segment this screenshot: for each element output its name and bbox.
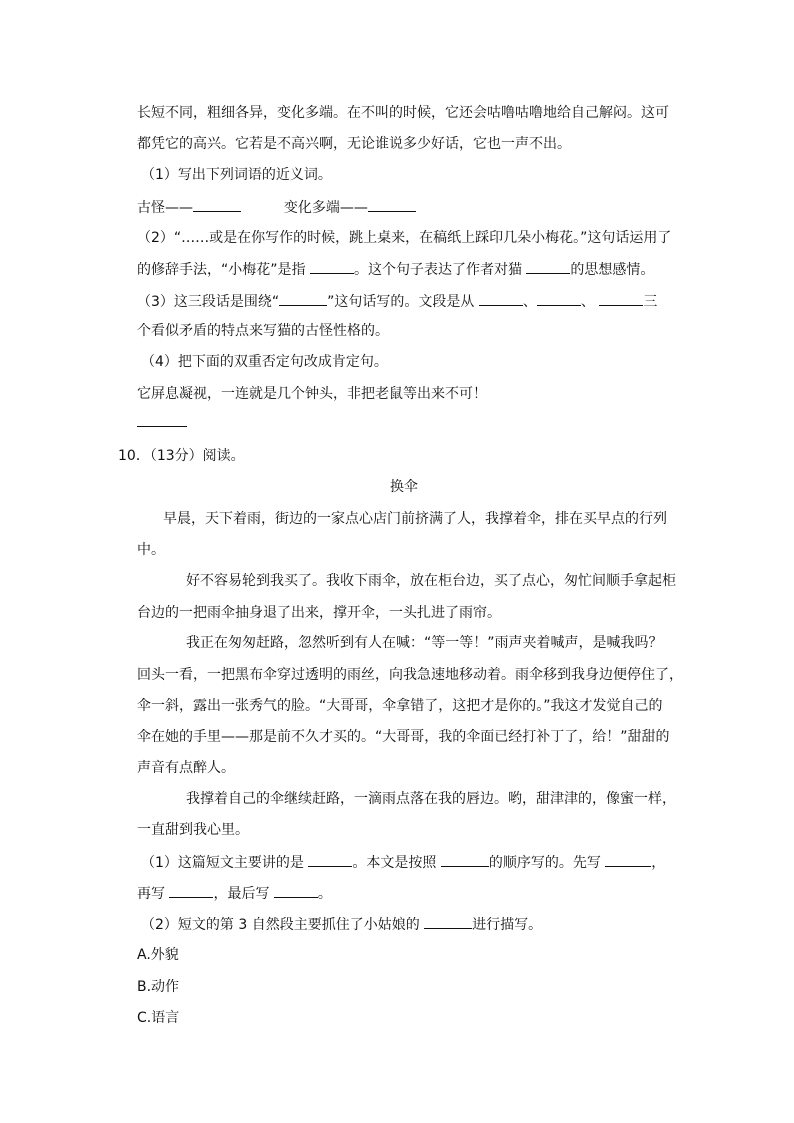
answer-blank[interactable] bbox=[279, 291, 327, 306]
answer-blank[interactable] bbox=[599, 291, 643, 306]
paragraph-3-line: 伞在她的手里——那是前不久才买的。“大哥哥，我的伞面已经打补丁了，给！”甜甜的 bbox=[137, 729, 670, 745]
subquestion-1-line bbox=[141, 852, 665, 873]
question-2-text: 的修辞手法，“小梅花”是指 bbox=[137, 262, 306, 278]
paragraph-3-line: 声音有点醉人。 bbox=[137, 760, 235, 776]
passage-line: 长短不同，粗细各异，变化多端。在不叫的时候，它还会咕噜咕噜地给自己解闷。这可 bbox=[137, 105, 669, 121]
option-c[interactable]: C.语言 bbox=[137, 1010, 180, 1026]
answer-blank[interactable] bbox=[424, 914, 472, 929]
question-2-line: （2）“……或是在你写作的时候，跳上桌来，在稿纸上踩印几朵小梅花。”这句话运用了 bbox=[137, 230, 672, 246]
question-4-sentence: 它屏息凝视，一连就是几个钟头，非把老鼠等出来不可！ bbox=[137, 386, 487, 402]
question-3-text: （3）这三段话是围绕“ bbox=[137, 294, 280, 310]
question-2-text: 的思想感情。 bbox=[570, 262, 655, 278]
question-4-answer-line bbox=[137, 412, 187, 433]
subquestion-1-text: 再写 bbox=[137, 886, 165, 902]
question-1-items bbox=[137, 197, 416, 218]
subquestion-1-text: 。 bbox=[317, 886, 332, 902]
answer-blank[interactable] bbox=[308, 852, 352, 867]
paragraph-2-line: 台边的一把雨伞抽身退了出来，撑开伞，一头扎进了雨帘。 bbox=[137, 605, 501, 621]
answer-blank[interactable] bbox=[605, 852, 651, 867]
answer-blank[interactable] bbox=[169, 883, 213, 898]
answer-blank[interactable] bbox=[310, 259, 354, 274]
answer-blank[interactable] bbox=[137, 412, 187, 427]
question-3-text: 、 bbox=[580, 294, 595, 310]
option-a[interactable]: A.外貌 bbox=[137, 947, 179, 963]
item-a-label: 古怪—— bbox=[137, 200, 193, 216]
answer-blank[interactable] bbox=[368, 197, 416, 212]
subquestion-2-text: （2）短文的第 3 自然段主要抓住了小姑娘的 bbox=[141, 917, 420, 933]
question-1-prompt: （1）写出下列词语的近义词。 bbox=[141, 167, 332, 183]
option-b[interactable]: B.动作 bbox=[137, 979, 180, 995]
paragraph-3-line: 回头一看，一把黑布伞穿过透明的雨丝，向我急速地移动着。雨伞移到我身边便停住了， bbox=[137, 667, 683, 683]
answer-blank[interactable] bbox=[193, 197, 241, 212]
answer-blank[interactable] bbox=[526, 259, 570, 274]
question-3-line bbox=[137, 291, 657, 312]
answer-blank[interactable] bbox=[537, 291, 581, 306]
passage-title: 换伞 bbox=[390, 479, 418, 495]
subquestion-1-text: ， bbox=[651, 855, 666, 871]
subquestion-2-text: 进行描写。 bbox=[472, 917, 543, 933]
question-10-header: 10．（13分）阅读。 bbox=[118, 448, 245, 464]
paragraph-3-line: 伞一斜，露出一张秀气的脸。“大哥哥，伞拿错了，这把才是你的。”我这才发觉自己的 bbox=[137, 698, 663, 714]
answer-blank[interactable] bbox=[441, 852, 489, 867]
paragraph-1-line: 中。 bbox=[137, 542, 165, 558]
subquestion-1-text: 的顺序写的。先写 bbox=[488, 855, 601, 871]
subquestion-1-text: ，最后写 bbox=[213, 886, 270, 902]
paragraph-3-line: 我正在匆匆赶路，忽然听到有人在喊：“等一等！”雨声夹着喊声，是喊我吗？ bbox=[186, 635, 663, 651]
question-3-text: ”这句话写的。文段是从 bbox=[327, 294, 475, 310]
answer-blank[interactable] bbox=[479, 291, 523, 306]
subquestion-2-line bbox=[141, 914, 542, 935]
question-2-line bbox=[137, 259, 654, 280]
passage-line: 都凭它的高兴。它若是不高兴啊，无论谁说多少好话，它也一声不出。 bbox=[137, 136, 571, 152]
question-3-line: 个看似矛盾的特点来写猫的古怪性格的。 bbox=[137, 323, 389, 339]
question-3-text: 三 bbox=[643, 294, 658, 310]
paragraph-4-line: 我撑着自己的伞继续赶路，一滴雨点落在我的唇边。哟，甜津津的，像蜜一样， bbox=[186, 791, 676, 807]
paragraph-1-line: 早晨，天下着雨，街边的一家点心店门前挤满了人，我撑着伞，排在买早点的行列 bbox=[163, 511, 667, 527]
subquestion-1-text: （1）这篇短文主要讲的是 bbox=[141, 855, 304, 871]
item-b-label: 变化多端—— bbox=[283, 200, 368, 216]
question-3-text: 、 bbox=[522, 294, 537, 310]
subquestion-1-line bbox=[137, 883, 332, 904]
paragraph-4-line: 一直甜到我心里。 bbox=[137, 822, 249, 838]
paragraph-2-line: 好不容易轮到我买了。我收下雨伞，放在柜台边，买了点心，匆忙间顺手拿起柜 bbox=[186, 573, 676, 589]
subquestion-1-text: 。本文是按照 bbox=[352, 855, 437, 871]
answer-blank[interactable] bbox=[274, 883, 318, 898]
question-4-prompt: （4）把下面的双重否定句改成肯定句。 bbox=[141, 354, 388, 370]
question-2-text: 。这个句子表达了作者对猫 bbox=[353, 262, 522, 278]
